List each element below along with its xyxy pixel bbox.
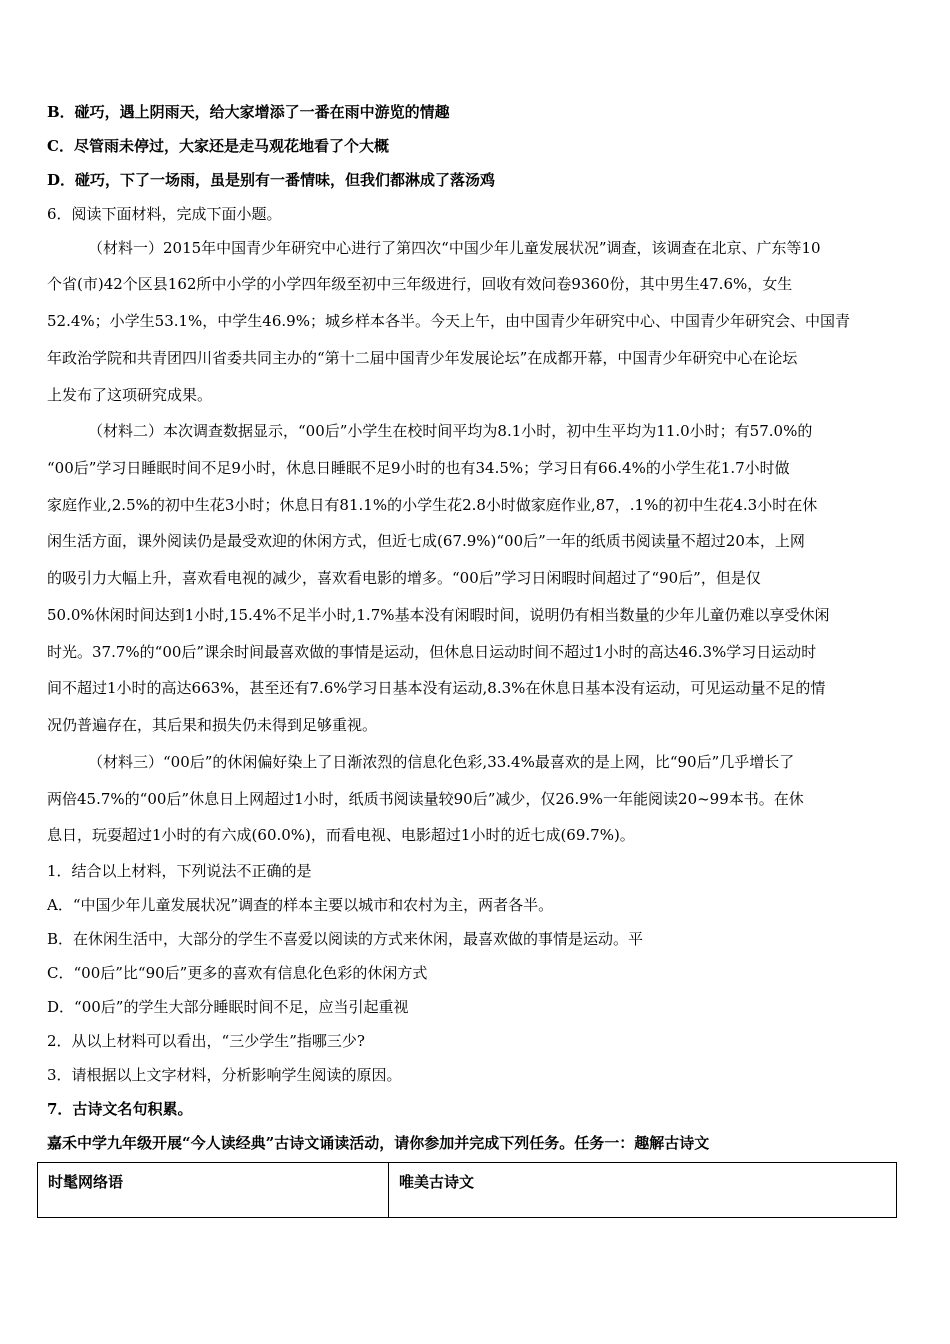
material-1-line: 年政治学院和共青团四川省委共同主办的“第十二届中国青少年发展论坛”在成都开幕，中国青少年研究中心在论坛: [47, 349, 798, 367]
sub-question-1-option-a: A．“中国少年儿童发展状况”调查的样本主要以城市和农村为主，两者各半。: [47, 896, 554, 914]
material-2-line: 间不超过1小时的高达663%，甚至还有7.6%学习日基本没有运动,8.3%在休息日基本没有运动，可见运动量不足的情: [47, 679, 826, 697]
option-d-prev: D．碰巧，下了一场雨，虽是别有一番情味，但我们都淋成了落汤鸡: [47, 171, 496, 189]
table-row: [38, 1163, 897, 1218]
material-2-line: 的吸引力大幅上升，喜欢看电视的减少，喜欢看电影的增多。“00后”学习日闲暇时间超过了“90后”，但是仅: [47, 569, 761, 587]
material-2-line: “00后”学习日睡眠时间不足9小时，休息日睡眠不足9小时的也有34.5%；学习日有66.4%的小学生花1.7小时做: [47, 459, 790, 477]
option-c-prev: C．尽管雨未停过，大家还是走马观花地看了个大概: [47, 137, 389, 155]
sub-question-1-option-d: D．“00后”的学生大部分睡眠时间不足，应当引起重视: [47, 998, 409, 1016]
sub-question-1-stem: 1．结合以上材料，下列说法不正确的是: [47, 862, 312, 880]
material-1-line: （材料一）2015年中国青少年研究中心进行了第四次“中国少年儿童发展状况”调查，该调查在北京、广东等10: [88, 239, 821, 257]
material-1-line: 个省(市)42个区县162所中小学的小学四年级至初中三年级进行，回收有效问卷9360份，其中男生47.6%，女生: [47, 275, 793, 293]
material-2-line: 50.0%休闲时间达到1小时,15.4%不足半小时,1.7%基本没有闲暇时间，说明仍有相当数量的少年儿童仍难以享受休闲: [47, 606, 830, 624]
material-3-line: 两倍45.7%的“00后”休息日上网超过1小时，纸质书阅读量较90后”减少，仅26.9%一年能阅读20~99本书。在休: [47, 790, 804, 808]
material-1-line: 52.4%；小学生53.1%，中学生46.9%；城乡样本各半。今天上午，由中国青少年研究中心、中国青少年研究会、中国青: [47, 312, 850, 330]
question-7-intro: 嘉禾中学九年级开展“今人读经典”古诗文诵读活动，请你参加并完成下列任务。任务一：趣解古诗文: [47, 1134, 710, 1152]
sub-question-3: 3．请根据以上文字材料，分析影响学生阅读的原因。: [47, 1066, 402, 1084]
sub-question-1-option-b: B．在休闲生活中，大部分的学生不喜爱以阅读的方式来休闲，最喜欢做的事情是运动。平: [47, 930, 644, 948]
material-2-line: 家庭作业,2.5%的初中生花3小时；休息日有81.1%的小学生花2.8小时做家庭作业,87，.1%的初中生花4.3小时在休: [47, 496, 818, 514]
material-2-line: （材料二）本次调查数据显示，“00后”小学生在校时间平均为8.1小时，初中生平均为11.0小时；有57.0%的: [88, 422, 813, 440]
table-header-classical-poetry: 唯美古诗文: [389, 1163, 897, 1218]
material-2-line: 况仍普遍存在，其后果和损失仍未得到足够重视。: [47, 716, 378, 734]
material-2-line: 时光。37.7%的“00后”课余时间最喜欢做的事情是运动，但休息日运动时间不超过1小时的高达46.3%学习日运动时: [47, 643, 817, 661]
sub-question-1-option-c: C．“00后”比“90后”更多的喜欢有信息化色彩的休闲方式: [47, 964, 428, 982]
poetry-task-table: [37, 1162, 897, 1218]
sub-question-2: 2．从以上材料可以看出，“三少学生”指哪三少?: [47, 1032, 365, 1050]
table-header-net-phrase: 时髦网络语: [38, 1163, 389, 1218]
material-3-line: （材料三）“00后”的休闲偏好染上了日渐浓烈的信息化色彩,33.4%最喜欢的是上网，比“90后”几乎增长了: [88, 753, 795, 771]
option-b-prev: B．碰巧，遇上阴雨天，给大家增添了一番在雨中游览的情趣: [47, 103, 450, 121]
material-3-line: 息日，玩耍超过1小时的有六成(60.0%)，而看电视、电影超过1小时的近七成(69.7%)。: [47, 826, 635, 844]
question-6-title: 6．阅读下面材料，完成下面小题。: [47, 205, 282, 223]
material-2-line: 闲生活方面，课外阅读仍是最受欢迎的休闲方式，但近七成(67.9%)“00后”一年的纸质书阅读量不超过20本，上网: [47, 532, 805, 550]
material-1-line: 上发布了这项研究成果。: [47, 386, 213, 404]
question-7-title: 7．古诗文名句积累。: [47, 1100, 193, 1118]
